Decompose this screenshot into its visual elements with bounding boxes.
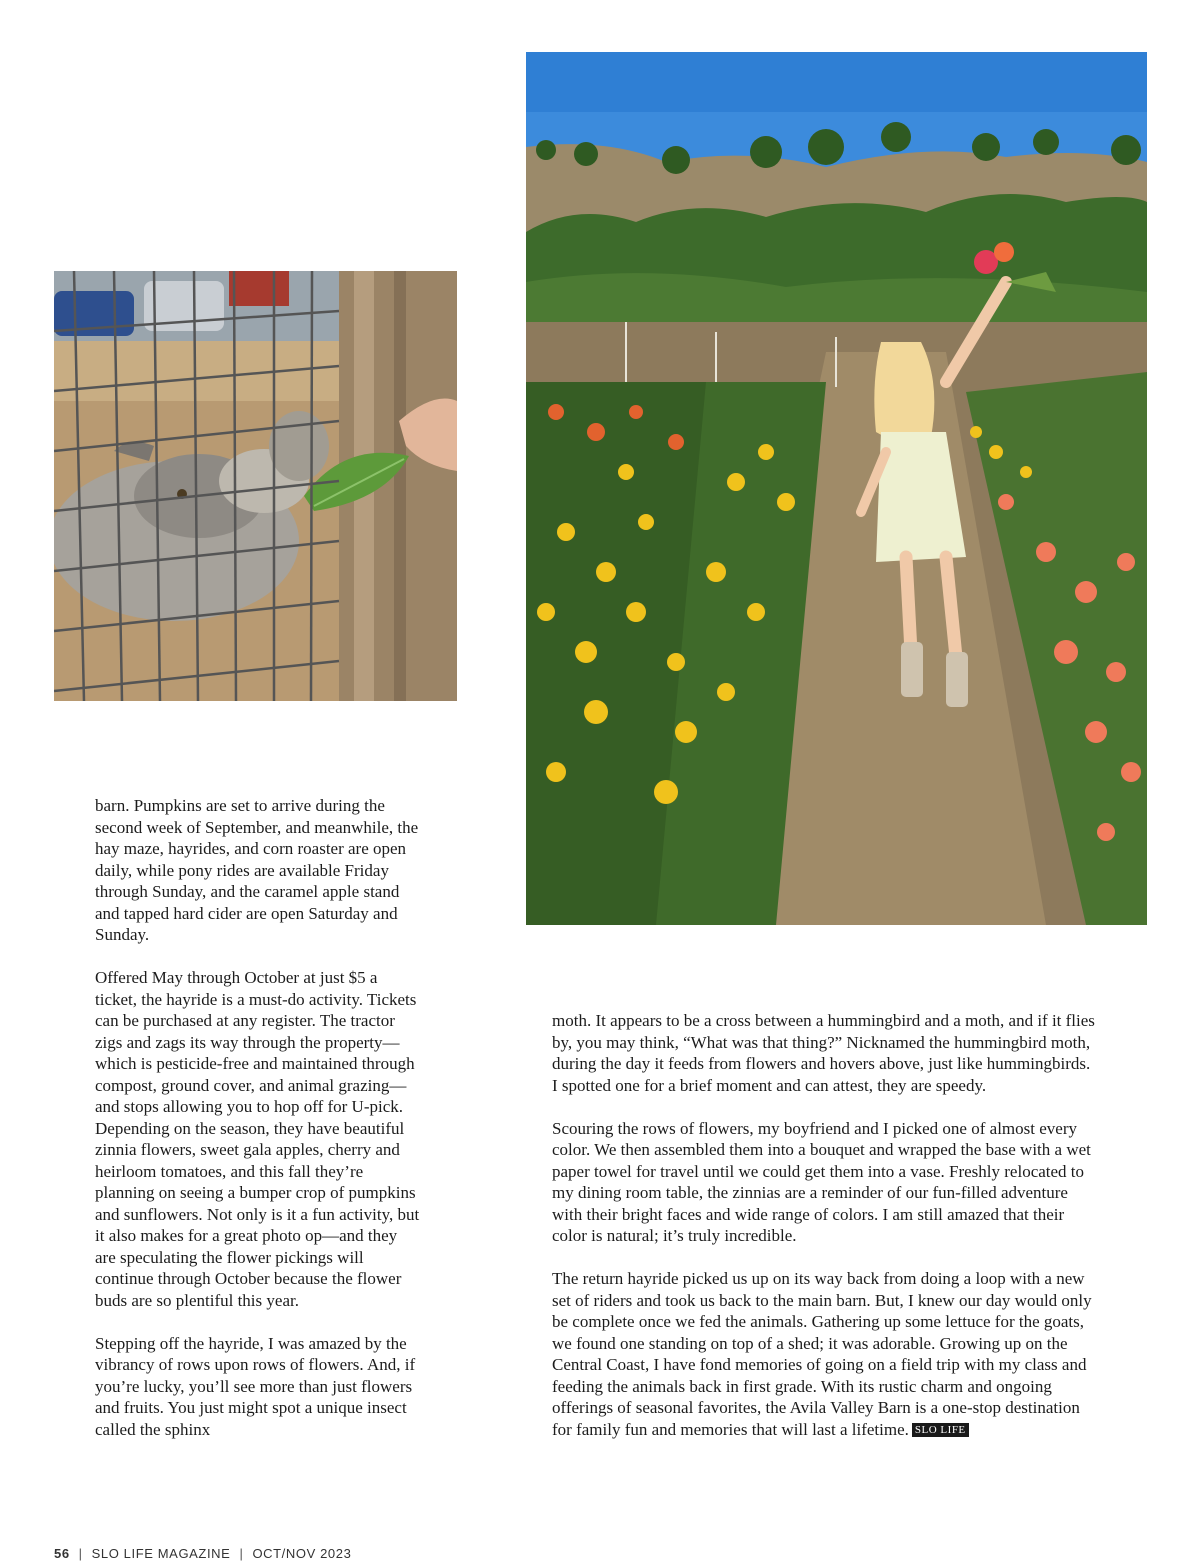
right-article-column bbox=[552, 1010, 1097, 1462]
right-paragraph-2: Scouring the rows of flowers, my boyfriend and I picked one of almost every color. We then assembled them into a bouquet and wrapped the base with a wet paper towel for travel until we could get them into a vase. Freshly relocated to my dining room table, the zinnias are a reminder of our fun-filled adventure with their bright faces and wide range of colors. I am still amazed that their color is natural; it’s truly incredible. bbox=[552, 1118, 1091, 1245]
left-paragraph-1: barn. Pumpkins are set to arrive during the second week of September, and meanwhile, the hay maze, hayrides, and corn roaster are open daily, while pony rides are available Friday through Sunday, and the caramel apple stand and tapped hard cider are open Saturday and Sunday. bbox=[95, 796, 419, 944]
page-number: 56 bbox=[54, 1546, 70, 1561]
goat-feeding-photo bbox=[54, 271, 457, 701]
footer-separator: | bbox=[239, 1546, 244, 1561]
magazine-name: SLO LIFE MAGAZINE bbox=[91, 1546, 231, 1561]
slo-life-end-mark: SLO LIFE bbox=[912, 1423, 969, 1437]
right-paragraph-3-text: The return hayride picked us up on its way back from doing a loop with a new set of riders and took us back to the main barn. But, I knew our day would only be complete once we fed the animals. Gathering up some lettuce for the goats, we found one standing on top of a shed; it was adorable. Growing up on the Central Coast, I have fond memories of going on a field trip with my class and feeding the animals back in first grade. With its rustic charm and ongoing offerings of seasonal favorites, the Avila Valley Barn is a one-stop destination for family fun and memories that will last a lifetime. bbox=[552, 1269, 1092, 1439]
page-footer bbox=[54, 1546, 351, 1561]
left-article-column bbox=[95, 795, 420, 1462]
goat-photo-art bbox=[54, 271, 457, 701]
zinnia-field-photo bbox=[526, 52, 1147, 925]
flower-photo-art bbox=[526, 52, 1147, 925]
left-paragraph-3: Stepping off the hayride, I was amazed by the vibrancy of rows upon rows of flowers. And, if you’re lucky, you’ll see more than just flowers and fruits. You just might spot a unique insect called the sphinx bbox=[95, 1333, 416, 1439]
left-paragraph-2: Offered May through October at just $5 a ticket, the hayride is a must-do activity. Tickets can be purchased at any register. The tractor zigs and zags its way through the property—which is pesticide-free and maintained through compost, ground cover, and animal grazing—and stops allowing you to hop off for U-pick. Depending on the season, they have beautiful zinnia flowers, sweet gala apples, cherry and heirloom tomatoes, and this fall they’re planning on seeing a bumper crop of pumpkins and sunflowers. Not only is it a fun activity, but it also makes for a great photo op—and they are speculating the flower pickings will continue through October because the flower buds are so plentiful this year. bbox=[95, 968, 420, 1310]
issue-date: OCT/NOV 2023 bbox=[252, 1546, 352, 1561]
right-paragraph-1: moth. It appears to be a cross between a hummingbird and a moth, and if it flies by, you may think, “What was that thing?” Nicknamed the hummingbird moth, during the day it feeds from flowers and hovers above, just like hummingbirds. I spotted one for a brief moment and can attest, they are speedy. bbox=[552, 1011, 1095, 1095]
right-paragraph-3 bbox=[552, 1268, 1097, 1440]
footer-separator: | bbox=[78, 1546, 83, 1561]
